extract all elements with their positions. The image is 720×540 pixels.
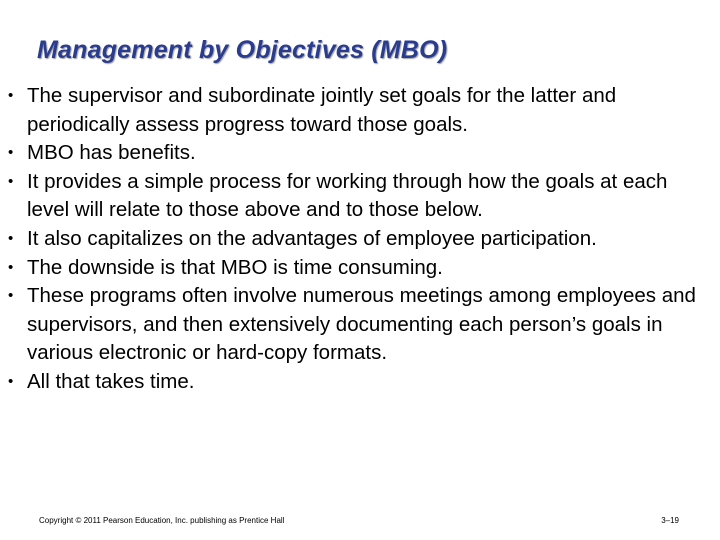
bullet-icon: • — [8, 258, 14, 276]
bullet-icon: • — [8, 172, 14, 190]
bullet-text: It provides a simple process for working through how the goals at each level will relate to those above and to those below. — [27, 169, 668, 222]
bullet-text: MBO has benefits. — [27, 141, 196, 165]
bullet-text: The supervisor and subordinate jointly set goals for the latter and periodically assess progress toward those goals. — [27, 84, 617, 136]
bullet-icon: • — [8, 144, 14, 162]
bullet-text: The downside is that MBO is time consuming. — [27, 255, 443, 279]
bullet-item — [0, 225, 720, 254]
slide-title: Management by Objectives (MBO) — [37, 36, 448, 64]
bullet-icon: • — [8, 287, 14, 305]
bullet-icon: • — [8, 87, 14, 104]
bullet-list — [0, 82, 720, 397]
bullet-icon: • — [8, 229, 14, 247]
bullet-item — [0, 368, 720, 397]
footer-copyright: Copyright © 2011 Pearson Education, Inc. publishing as Prentice Hall — [39, 516, 285, 525]
bullet-text: It also capitalizes on the advantages of employee participation. — [27, 226, 597, 250]
bullet-item — [0, 282, 720, 368]
bullet-item — [0, 139, 720, 168]
bullet-item — [0, 254, 720, 283]
bullet-text: These programs often involve numerous meetings among employees and supervisors, and then extensively documenting each person’s goals in various electronic or hard-copy formats. — [27, 284, 696, 365]
footer-page-number: 3–19 — [661, 516, 679, 525]
bullet-text: All that takes time. — [27, 369, 195, 393]
bullet-item — [0, 168, 720, 225]
bullet-icon: • — [8, 372, 14, 390]
bullet-item — [0, 82, 720, 139]
